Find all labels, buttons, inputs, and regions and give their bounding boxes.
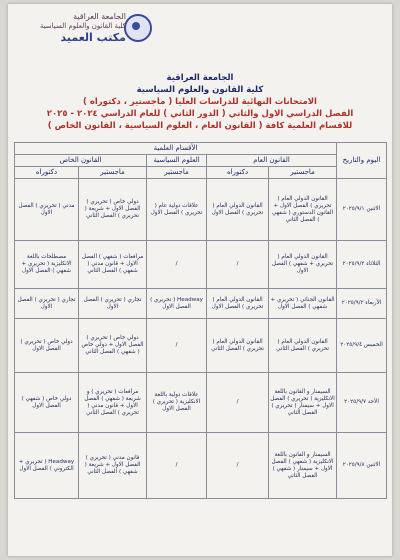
cell-private-phd: مدني ( تحريري ) الفصل الاول (15, 179, 79, 241)
exam-schedule-table (14, 142, 387, 499)
table-row (15, 241, 387, 289)
header-private-masters: ماجستير (79, 167, 147, 179)
cell-public-phd: / (207, 433, 269, 499)
cell-public-phd: / (207, 373, 269, 433)
cell-political-masters: علاقات دولية عام ( تحريري ) الفصل الاول (147, 179, 207, 241)
header-private-law: القانون الخاص (15, 155, 147, 167)
row-day: الثلاثاء ٢٠٢٥/٩/٢ (337, 241, 387, 289)
cell-public-phd: / (207, 241, 269, 289)
cell-private-masters: دولي خاص ( تحريري ) الفصل الاول + شريعة ( تحريري ) الفصل الثاني (79, 179, 147, 241)
cell-political-masters: / (147, 433, 207, 499)
cell-private-phd: Headway ( تحريري + الكتروني ) الفصل الاول (15, 433, 79, 499)
cell-political-masters: / (147, 241, 207, 289)
cell-public-phd: القانون الدولي العام ( تحريري ) الفصل الاول (207, 289, 269, 319)
table-row (15, 179, 387, 241)
header-political-masters: ماجستير (147, 167, 207, 179)
table-row (15, 319, 387, 373)
cell-public-masters: القانون الدولي العام ( تحريري ) الفصل الاول + القانون الدستوري ( شفهي ) الفصل الثاني (269, 179, 337, 241)
logo-university-name: الجامعة العراقية (73, 12, 126, 21)
table-row (15, 289, 387, 319)
cell-political-masters: / (147, 319, 207, 373)
header-public-masters: ماجستير (269, 167, 337, 179)
logo-dean-office: مكتب العميد (60, 31, 126, 44)
cell-political-masters: علاقات دولية باللغة الانكليزية ( تحريري ) الفصل الاول (147, 373, 207, 433)
cell-public-masters: السيمنار و القانون باللغة الانكليزية ( تحريري ) الفصل الاول + سيمنار ( تحريري ) الفصل الثاني (269, 373, 337, 433)
row-day: الاثنين ٢٠٢٥/٩/١ (337, 179, 387, 241)
cell-private-masters: تجاري ( تحريري ) الفصل الاول (79, 289, 147, 319)
header-private-phd: دكتوراه (15, 167, 79, 179)
cell-public-phd: القانون الدولي العام ( تحريري ) الفصل الثاني (207, 319, 269, 373)
row-day: الأربعاء ٢٠٢٥/٩/٣ (337, 289, 387, 319)
cell-public-masters: السيمنار و القانون باللغة الانكليزية ( شفهي ) الفصل الاول + سيمنار ( شفهي ) الفصل الثاني (269, 433, 337, 499)
row-day: الخميس ٢٠٢٥/٩/٤ (337, 319, 387, 373)
header-college: كلية القانون والعلوم السياسية (136, 85, 264, 95)
header-political-science: العلوم السياسية (147, 155, 207, 167)
table-row (15, 433, 387, 499)
cell-private-masters: دولي خاص ( تحريري ) الفصل الاول + دولي خاص ( شفهي ) الفصل الثاني (79, 319, 147, 373)
university-logo (16, 8, 156, 64)
row-day: الأحد ٢٠٢٥/٩/٧ (337, 373, 387, 433)
logo-college-name: كلية القانون والعلوم السياسية (39, 22, 126, 30)
header-public-phd: دكتوراه (207, 167, 269, 179)
cell-political-masters: Headway ( تحريري ) الفصل الاول (147, 289, 207, 319)
header-departments: للاقسام العلمية كافة ( القانون العام ، العلوم السياسية ، القانون الخاص ) (47, 121, 353, 131)
cell-private-phd: تجاري ( تحريري ) الفصل الاول (15, 289, 79, 319)
cell-public-phd: القانون الدولي العام ( تحريري ) الفصل الاول (207, 179, 269, 241)
cell-public-masters: القانون الجنائي ( تحريري + شفهي ) الفصل الاول (269, 289, 337, 319)
cell-private-phd: دولي خاص ( تحريري ) الفصل الاول (15, 319, 79, 373)
table-row (15, 373, 387, 433)
header-exam-title: الامتحانات النهائية للدراسات العليا ( ماجستير ، دكتوراه ) (83, 97, 317, 107)
cell-private-masters: قانون مدني ( تحريري ) الفصل الاول + شريعة ( شفهي ) الفصل الثاني (79, 433, 147, 499)
header-university: الجامعة العراقية (166, 73, 234, 83)
header-scientific-departments: الأقسام العلمية (15, 143, 337, 155)
row-day: الاثنين ٢٠٢٥/٩/٨ (337, 433, 387, 499)
cell-private-masters: مرافعات ( تحريري ) و شريعة ( شفهي ) الفصل الاول + قانون مدني ( تحريري ) الفصل الثاني (79, 373, 147, 433)
cell-public-masters: القانون الدولي العام ( تحريري + شفهي ) الفصل الاول (269, 241, 337, 289)
document-header (28, 72, 372, 132)
cell-private-phd: مصطلحات باللغة الانكليزية ( تحريري + شفهي ) الفصل الاول (15, 241, 79, 289)
header-semester: الفصل الدراسي الاول والثاني ( الدور الثاني ) للعام الدراسي ٢٠٢٤ - ٢٠٢٥ (46, 109, 354, 119)
cell-private-masters: مرافعات ( شفهي ) الفصل الاول + قانون مدني ( شفهي ) الفصل الثاني (79, 241, 147, 289)
cell-private-phd: دولي خاص ( شفهي ) الفصل الاول (15, 373, 79, 433)
header-day-date: اليوم والتاريخ (337, 143, 387, 179)
header-public-law: القانون العام (207, 155, 337, 167)
cell-public-masters: القانون الدولي العام ( تحريري ) الفصل الثاني (269, 319, 337, 373)
